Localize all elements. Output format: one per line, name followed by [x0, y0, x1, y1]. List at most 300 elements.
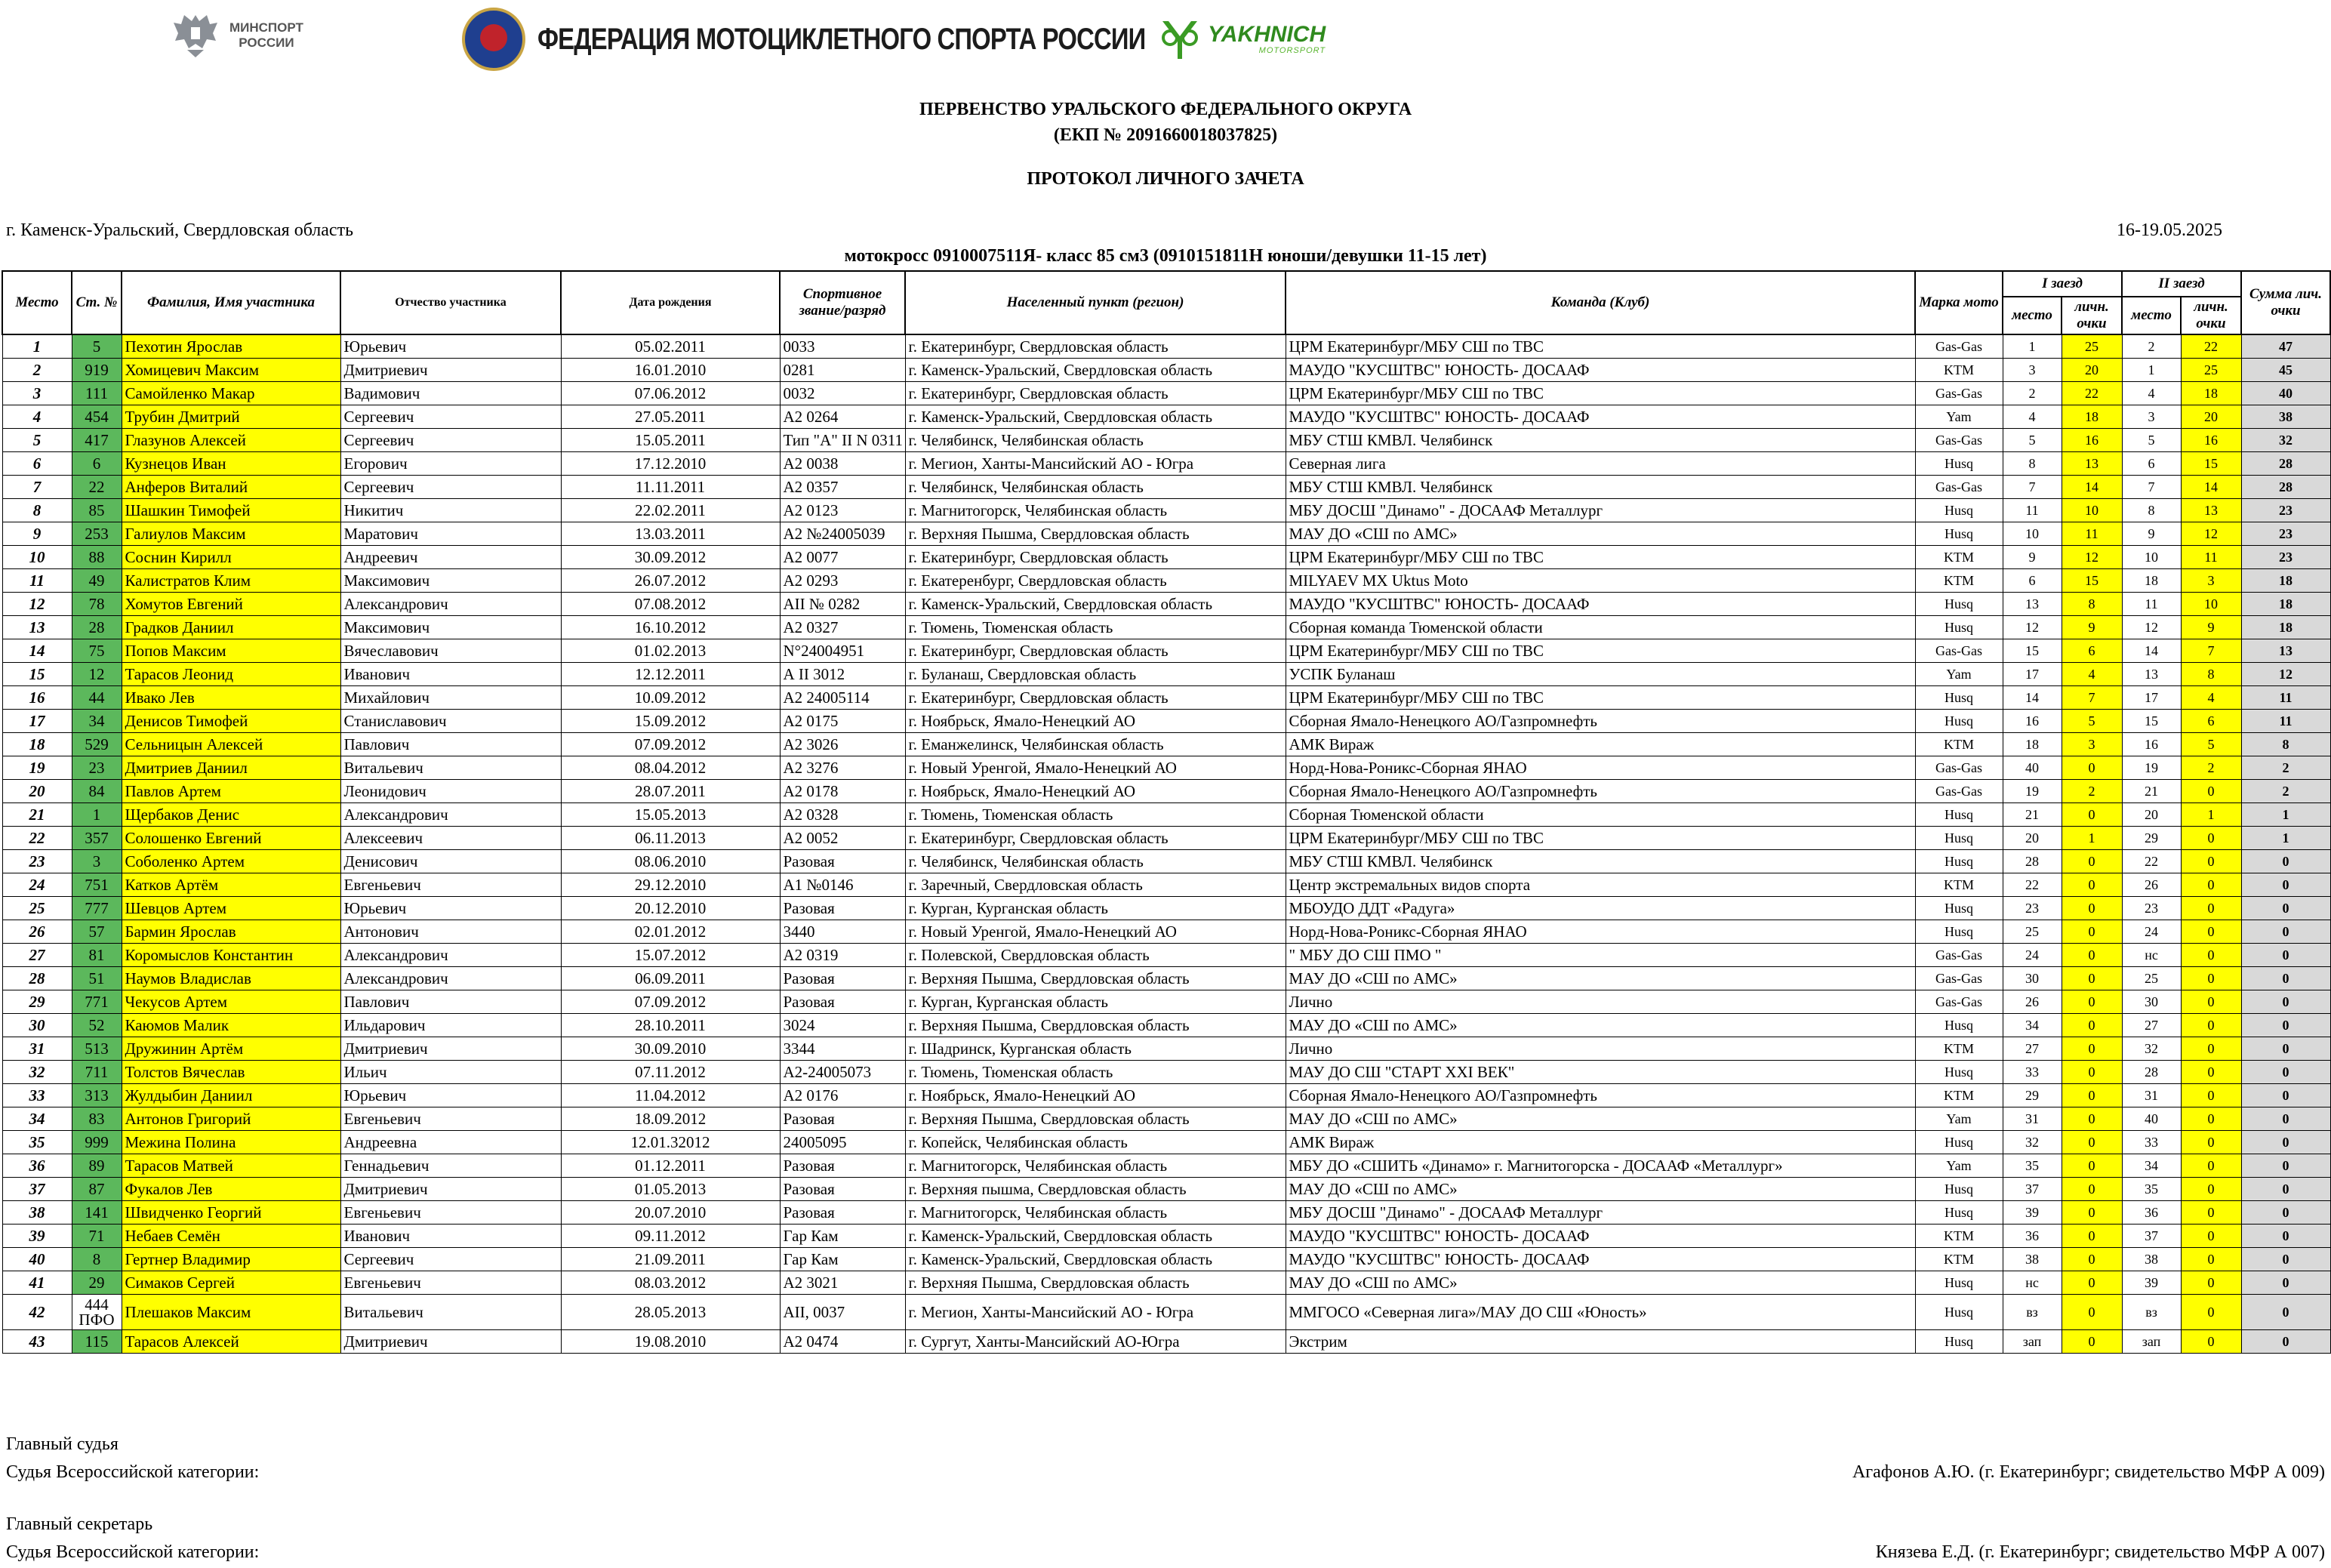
- td-sum: 0: [2241, 897, 2330, 920]
- td-race1-pts: 5: [2062, 710, 2122, 733]
- td-race2-pos: 36: [2122, 1201, 2181, 1225]
- td-race2-pts: 3: [2181, 569, 2241, 593]
- table-row: [2, 1271, 2330, 1295]
- table-row: [2, 1201, 2330, 1225]
- td-dob: 01.12.2011: [561, 1154, 780, 1178]
- td-name: Сельницын Алексей: [122, 733, 340, 756]
- table-row: [2, 733, 2330, 756]
- td-race2-pos: 35: [2122, 1178, 2181, 1201]
- td-rank: А2 0175: [780, 710, 905, 733]
- table-row: [2, 873, 2330, 897]
- td-race2-pts: 16: [2181, 429, 2241, 452]
- td-race1-pos: 13: [2003, 593, 2062, 616]
- td-number: 5: [72, 334, 122, 359]
- td-name: Коромыслов Константин: [122, 944, 340, 967]
- td-race1-pts: 3: [2062, 733, 2122, 756]
- td-city: г. Верхняя Пышма, Свердловская область: [905, 967, 1286, 990]
- td-race2-pts: 0: [2181, 897, 2241, 920]
- td-bike: Gas-Gas: [1915, 967, 2003, 990]
- td-dob: 07.06.2012: [561, 382, 780, 405]
- td-place: 29: [2, 990, 72, 1014]
- td-name: Катков Артём: [122, 873, 340, 897]
- td-race1-pos: 18: [2003, 733, 2062, 756]
- td-race2-pts: 0: [2181, 827, 2241, 850]
- td-rank: Разовая: [780, 1178, 905, 1201]
- minsport-logo: [172, 11, 303, 60]
- td-race2-pts: 0: [2181, 1295, 2241, 1330]
- td-patronymic: Витальевич: [340, 756, 561, 780]
- td-team: МАУ ДО СШ "СТАРТ XXI ВЕК": [1286, 1061, 1915, 1084]
- td-bike: KTM: [1915, 733, 2003, 756]
- td-place: 11: [2, 569, 72, 593]
- td-city: г. Шадринск, Курганская область: [905, 1037, 1286, 1061]
- td-patronymic: Юрьевич: [340, 334, 561, 359]
- td-race2-pos: 9: [2122, 522, 2181, 546]
- td-team: ЦРМ Екатеринбург/МБУ СШ по ТВС: [1286, 686, 1915, 710]
- td-sum: 0: [2241, 850, 2330, 873]
- td-race2-pos: зап: [2122, 1330, 2181, 1354]
- col-team: Команда (Клуб): [1286, 271, 1915, 334]
- td-name: Самойленко Макар: [122, 382, 340, 405]
- td-place: 39: [2, 1225, 72, 1248]
- td-race1-pts: 0: [2062, 1295, 2122, 1330]
- td-rank: А2 0264: [780, 405, 905, 429]
- td-rank: Разовая: [780, 897, 905, 920]
- td-number: 51: [72, 967, 122, 990]
- td-name: Наумов Владислав: [122, 967, 340, 990]
- td-patronymic: Иванович: [340, 663, 561, 686]
- td-patronymic: Евгеньевич: [340, 873, 561, 897]
- td-rank: 0033: [780, 334, 905, 359]
- td-name: Глазунов Алексей: [122, 429, 340, 452]
- td-race2-pts: 1: [2181, 803, 2241, 827]
- td-rank: 0032: [780, 382, 905, 405]
- td-bike: KTM: [1915, 1084, 2003, 1107]
- td-sum: 0: [2241, 1037, 2330, 1061]
- td-dob: 21.09.2011: [561, 1248, 780, 1271]
- td-patronymic: Вячеславович: [340, 639, 561, 663]
- td-race1-pos: 28: [2003, 850, 2062, 873]
- td-team: МАУ ДО «СШ по АМС»: [1286, 522, 1915, 546]
- table-row: [2, 663, 2330, 686]
- td-dob: 18.09.2012: [561, 1107, 780, 1131]
- td-race2-pos: 23: [2122, 897, 2181, 920]
- td-sum: 18: [2241, 569, 2330, 593]
- td-dob: 16.01.2010: [561, 359, 780, 382]
- td-number: 49: [72, 569, 122, 593]
- td-place: 20: [2, 780, 72, 803]
- td-name: Галиулов Максим: [122, 522, 340, 546]
- td-race2-pos: нс: [2122, 944, 2181, 967]
- td-city: г. Каменск-Уральский, Свердловская область: [905, 593, 1286, 616]
- td-name: Павлов Артем: [122, 780, 340, 803]
- td-city: г. Екатеринбург, Свердловская область: [905, 334, 1286, 359]
- td-race2-pts: 0: [2181, 1225, 2241, 1248]
- td-race1-pts: 0: [2062, 1330, 2122, 1354]
- td-number: 141: [72, 1201, 122, 1225]
- td-city: г. Челябинск, Челябинская область: [905, 429, 1286, 452]
- td-number: 89: [72, 1154, 122, 1178]
- td-place: 37: [2, 1178, 72, 1201]
- td-city: г. Магнитогорск, Челябинская область: [905, 1201, 1286, 1225]
- td-bike: Husq: [1915, 710, 2003, 733]
- td-place: 23: [2, 850, 72, 873]
- td-place: 8: [2, 499, 72, 522]
- table-row: [2, 803, 2330, 827]
- td-dob: 05.02.2011: [561, 334, 780, 359]
- td-place: 2: [2, 359, 72, 382]
- td-race1-pts: 0: [2062, 1154, 2122, 1178]
- td-race1-pts: 0: [2062, 1248, 2122, 1271]
- td-race2-pos: 13: [2122, 663, 2181, 686]
- td-sum: 0: [2241, 1154, 2330, 1178]
- td-race2-pts: 9: [2181, 616, 2241, 639]
- td-patronymic: Евгеньевич: [340, 1107, 561, 1131]
- td-rank: Разовая: [780, 1154, 905, 1178]
- td-name: Толстов Вячеслав: [122, 1061, 340, 1084]
- td-race1-pts: 18: [2062, 405, 2122, 429]
- td-race1-pos: 37: [2003, 1178, 2062, 1201]
- td-number: 1: [72, 803, 122, 827]
- td-place: 26: [2, 920, 72, 944]
- td-city: г. Екатеринбург, Свердловская область: [905, 546, 1286, 569]
- td-race2-pos: 28: [2122, 1061, 2181, 1084]
- td-place: 43: [2, 1330, 72, 1354]
- td-name: Межина Полина: [122, 1131, 340, 1154]
- table-row: [2, 756, 2330, 780]
- td-number: 3: [72, 850, 122, 873]
- td-city: г. Екатеринбург, Свердловская область: [905, 686, 1286, 710]
- td-bike: Husq: [1915, 1061, 2003, 1084]
- td-sum: 0: [2241, 1295, 2330, 1330]
- td-rank: А2 0327: [780, 616, 905, 639]
- td-patronymic: Витальевич: [340, 1295, 561, 1330]
- td-dob: 28.07.2011: [561, 780, 780, 803]
- td-race2-pos: 32: [2122, 1037, 2181, 1061]
- td-race1-pos: 11: [2003, 499, 2062, 522]
- td-team: УСПК Буланаш: [1286, 663, 1915, 686]
- td-race1-pts: 0: [2062, 873, 2122, 897]
- td-race1-pos: 24: [2003, 944, 2062, 967]
- td-race1-pos: 40: [2003, 756, 2062, 780]
- td-bike: Gas-Gas: [1915, 990, 2003, 1014]
- td-race2-pts: 0: [2181, 1061, 2241, 1084]
- td-name: Попов Максим: [122, 639, 340, 663]
- td-patronymic: Андреевич: [340, 546, 561, 569]
- td-place: 30: [2, 1014, 72, 1037]
- td-race2-pos: 25: [2122, 967, 2181, 990]
- yakhnich-logo-text: YAKHNICH: [1208, 22, 1326, 47]
- td-race2-pos: 30: [2122, 990, 2181, 1014]
- td-race1-pts: 0: [2062, 1131, 2122, 1154]
- td-number: 28: [72, 616, 122, 639]
- td-city: г. Магнитогорск, Челябинская область: [905, 1154, 1286, 1178]
- td-number: 22: [72, 476, 122, 499]
- td-sum: 23: [2241, 499, 2330, 522]
- table-row: [2, 1248, 2330, 1271]
- col-name: Фамилия, Имя участника: [122, 271, 340, 334]
- td-dob: 13.03.2011: [561, 522, 780, 546]
- yakhnich-logo-sub: MOTORSPORT: [1258, 46, 1326, 55]
- td-city: г. Каменск-Уральский, Свердловская область: [905, 1225, 1286, 1248]
- event-location: г. Каменск-Уральский, Свердловская область: [6, 220, 354, 240]
- td-name: Гертнер Владимир: [122, 1248, 340, 1271]
- td-team: Сборная команда Тюменской области: [1286, 616, 1915, 639]
- td-race1-pts: 12: [2062, 546, 2122, 569]
- td-race1-pts: 14: [2062, 476, 2122, 499]
- td-race1-pts: 0: [2062, 850, 2122, 873]
- td-dob: 02.01.2012: [561, 920, 780, 944]
- td-place: 16: [2, 686, 72, 710]
- td-race1-pts: 0: [2062, 803, 2122, 827]
- td-name: Шашкин Тимофей: [122, 499, 340, 522]
- col-number: Ст. №: [72, 271, 122, 334]
- td-patronymic: Дмитриевич: [340, 1037, 561, 1061]
- td-number: 115: [72, 1330, 122, 1354]
- td-race2-pos: 38: [2122, 1248, 2181, 1271]
- td-city: г. Верхняя Пышма, Свердловская область: [905, 1107, 1286, 1131]
- td-team: ММГОСО «Северная лига»/МАУ ДО СШ «Юность»: [1286, 1295, 1915, 1330]
- td-name: Щербаков Денис: [122, 803, 340, 827]
- td-team: Норд-Нова-Роникс-Сборная ЯНАО: [1286, 756, 1915, 780]
- td-dob: 15.09.2012: [561, 710, 780, 733]
- td-race1-pos: 20: [2003, 827, 2062, 850]
- td-dob: 27.05.2011: [561, 405, 780, 429]
- td-dob: 07.08.2012: [561, 593, 780, 616]
- td-place: 41: [2, 1271, 72, 1295]
- td-race1-pts: 16: [2062, 429, 2122, 452]
- td-race1-pos: 6: [2003, 569, 2062, 593]
- td-patronymic: Ильич: [340, 1061, 561, 1084]
- td-race1-pos: 33: [2003, 1061, 2062, 1084]
- td-sum: 0: [2241, 1330, 2330, 1354]
- td-race2-pos: 15: [2122, 710, 2181, 733]
- td-rank: А2 0293: [780, 569, 905, 593]
- td-dob: 08.06.2010: [561, 850, 780, 873]
- td-sum: 1: [2241, 827, 2330, 850]
- td-team: Лично: [1286, 990, 1915, 1014]
- td-place: 32: [2, 1061, 72, 1084]
- td-place: 19: [2, 756, 72, 780]
- td-name: Фукалов Лев: [122, 1178, 340, 1201]
- td-race1-pos: 3: [2003, 359, 2062, 382]
- td-bike: Gas-Gas: [1915, 429, 2003, 452]
- td-bike: Husq: [1915, 593, 2003, 616]
- td-bike: Gas-Gas: [1915, 639, 2003, 663]
- td-race1-pos: 21: [2003, 803, 2062, 827]
- td-race2-pts: 0: [2181, 780, 2241, 803]
- td-number: 81: [72, 944, 122, 967]
- td-place: 6: [2, 452, 72, 476]
- td-patronymic: Сергеевич: [340, 405, 561, 429]
- td-place: 25: [2, 897, 72, 920]
- td-name: Жулдыбин Даниил: [122, 1084, 340, 1107]
- td-patronymic: Денисович: [340, 850, 561, 873]
- td-bike: KTM: [1915, 1037, 2003, 1061]
- chief-secretary-category: Судья Всероссийской категории:: [6, 1542, 260, 1562]
- td-race2-pts: 0: [2181, 967, 2241, 990]
- td-race2-pts: 2: [2181, 756, 2241, 780]
- td-place: 12: [2, 593, 72, 616]
- td-race2-pts: 4: [2181, 686, 2241, 710]
- td-dob: 22.02.2011: [561, 499, 780, 522]
- td-race1-pts: 0: [2062, 1014, 2122, 1037]
- td-bike: Husq: [1915, 920, 2003, 944]
- td-team: МАУ ДО «СШ по АМС»: [1286, 1107, 1915, 1131]
- td-race1-pos: 32: [2003, 1131, 2062, 1154]
- td-race2-pos: 5: [2122, 429, 2181, 452]
- td-sum: 0: [2241, 1014, 2330, 1037]
- table-row: [2, 1178, 2330, 1201]
- table-row: [2, 944, 2330, 967]
- col-city: Населенный пункт (регион): [905, 271, 1286, 334]
- td-city: г. Заречный, Свердловская область: [905, 873, 1286, 897]
- td-patronymic: Ильдарович: [340, 1014, 561, 1037]
- td-dob: 28.10.2011: [561, 1014, 780, 1037]
- td-number: 85: [72, 499, 122, 522]
- td-dob: 30.09.2010: [561, 1037, 780, 1061]
- td-name: Солошенко Евгений: [122, 827, 340, 850]
- td-rank: А2 0357: [780, 476, 905, 499]
- td-rank: 3024: [780, 1014, 905, 1037]
- td-number: 75: [72, 639, 122, 663]
- td-race1-pos: 15: [2003, 639, 2062, 663]
- td-race1-pts: 0: [2062, 920, 2122, 944]
- td-city: г. Верхняя Пышма, Свердловская область: [905, 1014, 1286, 1037]
- td-dob: 08.04.2012: [561, 756, 780, 780]
- td-bike: Husq: [1915, 1178, 2003, 1201]
- td-city: г. Мегион, Ханты-Мансийский АО - Югра: [905, 452, 1286, 476]
- table-row: [2, 967, 2330, 990]
- td-sum: 18: [2241, 616, 2330, 639]
- td-race1-pts: 4: [2062, 663, 2122, 686]
- td-dob: 10.09.2012: [561, 686, 780, 710]
- td-race2-pts: 0: [2181, 873, 2241, 897]
- td-race2-pts: 0: [2181, 1201, 2241, 1225]
- table-row: [2, 1084, 2330, 1107]
- td-sum: 0: [2241, 1084, 2330, 1107]
- td-patronymic: Сергеевич: [340, 1248, 561, 1271]
- td-name: Калистратов Клим: [122, 569, 340, 593]
- td-race2-pts: 13: [2181, 499, 2241, 522]
- td-place: 15: [2, 663, 72, 686]
- td-race2-pos: 21: [2122, 780, 2181, 803]
- td-race2-pos: 1: [2122, 359, 2181, 382]
- table-row: [2, 382, 2330, 405]
- table-row: [2, 429, 2330, 452]
- td-number: 253: [72, 522, 122, 546]
- td-rank: А2 0077: [780, 546, 905, 569]
- td-team: Центр экстремальных видов спорта: [1286, 873, 1915, 897]
- td-team: ЦРМ Екатеринбург/МБУ СШ по ТВС: [1286, 382, 1915, 405]
- td-team: МАУ ДО «СШ по АМС»: [1286, 1271, 1915, 1295]
- td-team: МАУ ДО «СШ по АМС»: [1286, 967, 1915, 990]
- td-sum: 0: [2241, 967, 2330, 990]
- td-number: 711: [72, 1061, 122, 1084]
- td-dob: 20.07.2010: [561, 1201, 780, 1225]
- td-dob: 15.05.2013: [561, 803, 780, 827]
- td-number: 23: [72, 756, 122, 780]
- td-number: 6: [72, 452, 122, 476]
- event-title: ПЕРВЕНСТВО УРАЛЬСКОГО ФЕДЕРАЛЬНОГО ОКРУГА: [919, 100, 1412, 119]
- td-rank: 3344: [780, 1037, 905, 1061]
- td-race2-pts: 7: [2181, 639, 2241, 663]
- td-dob: 26.07.2012: [561, 569, 780, 593]
- td-team: АМК Вираж: [1286, 733, 1915, 756]
- td-sum: 0: [2241, 1061, 2330, 1084]
- td-race1-pos: 1: [2003, 334, 2062, 359]
- td-race1-pts: 0: [2062, 1107, 2122, 1131]
- td-race1-pos: 14: [2003, 686, 2062, 710]
- table-row: [2, 639, 2330, 663]
- table-row: [2, 990, 2330, 1014]
- td-place: 31: [2, 1037, 72, 1061]
- td-number: [72, 1295, 122, 1330]
- td-race2-pts: 6: [2181, 710, 2241, 733]
- td-city: г. Мегион, Ханты-Мансийский АО - Югра: [905, 1295, 1286, 1330]
- td-dob: 11.11.2011: [561, 476, 780, 499]
- td-dob: 29.12.2010: [561, 873, 780, 897]
- td-dob: 08.03.2012: [561, 1271, 780, 1295]
- td-race2-pts: 20: [2181, 405, 2241, 429]
- td-race2-pos: 6: [2122, 452, 2181, 476]
- td-patronymic: Евгеньевич: [340, 1271, 561, 1295]
- td-race2-pos: 14: [2122, 639, 2181, 663]
- td-race2-pts: 0: [2181, 990, 2241, 1014]
- td-bike: Husq: [1915, 850, 2003, 873]
- td-place: 4: [2, 405, 72, 429]
- td-dob: 30.09.2012: [561, 546, 780, 569]
- td-race2-pos: 7: [2122, 476, 2181, 499]
- td-patronymic: Александрович: [340, 593, 561, 616]
- td-race1-pos: 27: [2003, 1037, 2062, 1061]
- td-patronymic: Вадимович: [340, 382, 561, 405]
- td-patronymic: Иванович: [340, 1225, 561, 1248]
- td-race2-pts: 0: [2181, 1154, 2241, 1178]
- table-row: [2, 569, 2330, 593]
- td-sum: 0: [2241, 920, 2330, 944]
- td-race1-pts: 0: [2062, 756, 2122, 780]
- td-name: Бармин Ярослав: [122, 920, 340, 944]
- td-rank: А2 0474: [780, 1330, 905, 1354]
- td-rank: Гар Кам: [780, 1225, 905, 1248]
- td-sum: 0: [2241, 1248, 2330, 1271]
- td-dob: 01.02.2013: [561, 639, 780, 663]
- td-bike: KTM: [1915, 569, 2003, 593]
- td-race1-pts: 0: [2062, 1178, 2122, 1201]
- table-row: [2, 522, 2330, 546]
- td-patronymic: Егорович: [340, 452, 561, 476]
- td-race1-pts: 11: [2062, 522, 2122, 546]
- td-race1-pos: 25: [2003, 920, 2062, 944]
- td-race1-pts: 0: [2062, 944, 2122, 967]
- td-team: МАУДО "КУСШТВС" ЮНОСТЬ- ДОСААФ: [1286, 1248, 1915, 1271]
- td-race2-pts: 5: [2181, 733, 2241, 756]
- td-number: 454: [72, 405, 122, 429]
- td-race1-pts: 8: [2062, 593, 2122, 616]
- td-name: Тарасов Матвей: [122, 1154, 340, 1178]
- chief-secretary-title: Главный секретарь: [6, 1514, 153, 1534]
- td-patronymic: Максимович: [340, 569, 561, 593]
- td-number: 8: [72, 1248, 122, 1271]
- td-name: Тарасов Леонид: [122, 663, 340, 686]
- td-race2-pts: 0: [2181, 944, 2241, 967]
- td-city: г. Екатеринбург, Свердловская область: [905, 382, 1286, 405]
- td-place: 17: [2, 710, 72, 733]
- td-team: ЦРМ Екатеринбург/МБУ СШ по ТВС: [1286, 639, 1915, 663]
- td-race1-pts: 6: [2062, 639, 2122, 663]
- class-line: мотокросс 0910007511Я- класс 85 см3 (0910151811Н юноши/девушки 11-15 лет): [844, 246, 1487, 266]
